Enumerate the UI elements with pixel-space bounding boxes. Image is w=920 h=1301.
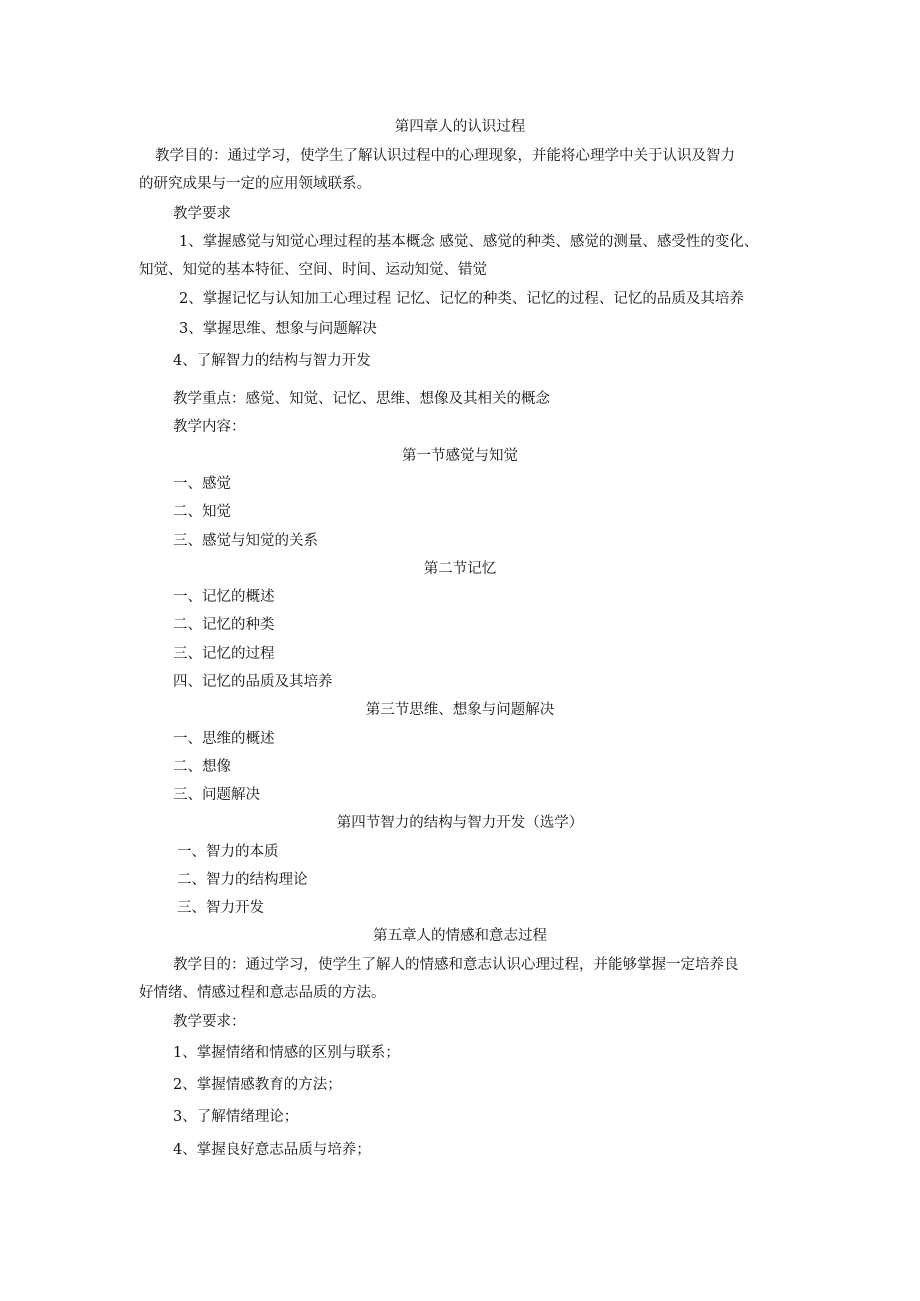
chapter5-purpose-line1: 教学目的：通过学习，使学生了解人的情感和意志认识心理过程，并能够掌握一定培养良 [173,957,739,973]
chapter4-key-points: 教学重点：感觉、知觉、记忆、思维、想像及其相关的概念 [173,391,550,407]
chapter5-requirements-heading: 教学要求： [173,1014,246,1030]
section-title: 第一节感觉与知觉 [402,448,518,464]
chapter4-req1-line2: 知觉、知觉的基本特征、空间、时间、运动知觉、错觉 [139,262,487,278]
chapter4-title: 第四章人的认识过程 [394,119,526,135]
chapter4-purpose-line2: 的研究成果与一定的应用领域联系。 [139,176,371,192]
chapter4-req1-line1: 1、掌握感觉与知觉心理过程的基本概念 感觉、感觉的种类、感觉的测量、感受性的变化、 [179,234,759,250]
chapter5-title: 第五章人的情感和意志过程 [373,928,547,944]
chapter5-req2: 2、掌握情感教育的方法； [173,1077,342,1093]
section-item: 三、问题解决 [173,787,260,803]
section-item: 二、知觉 [173,504,231,520]
chapter5-req4: 4、掌握良好意志品质与培养； [173,1142,371,1158]
section-item: 一、智力的本质 [177,844,279,860]
section-item: 一、感觉 [173,476,231,492]
chapter4-content-heading: 教学内容： [173,419,246,435]
section-item: 四、记忆的品质及其培养 [173,674,333,690]
chapter5-req3: 3、了解情绪理论； [173,1109,299,1125]
chapter5-purpose-line2: 好情绪、情感过程和意志品质的方法。 [139,985,386,1001]
section-item: 一、记忆的概述 [173,589,275,605]
chapter4-requirements-heading: 教学要求 [173,206,231,222]
section-item: 一、思维的概述 [173,731,275,747]
section-item: 二、记忆的种类 [173,617,275,633]
chapter5-req1: 1、掌握情绪和情感的区别与联系； [173,1045,400,1061]
section-item: 三、记忆的过程 [173,646,275,662]
section-item: 三、感觉与知觉的关系 [173,533,318,549]
section-title: 第三节思维、想象与问题解决 [365,702,555,718]
chapter4-req3: 3、掌握思维、想象与问题解决 [179,321,377,337]
section-item: 三、智力开发 [177,900,264,916]
section-title: 第四节智力的结构与智力开发（选学） [336,815,584,831]
section-item: 二、智力的结构理论 [177,872,308,888]
section-item: 二、想像 [173,759,231,775]
chapter4-purpose-line1: 教学目的：通过学习，使学生了解认识过程中的心理现象，并能将心理学中关于认识及智力 [155,148,735,164]
section-title: 第二节记忆 [423,561,497,577]
chapter4-req4: 4、了解智力的结构与智力开发 [173,353,371,369]
chapter4-req2: 2、掌握记忆与认知加工心理过程 记忆、记忆的种类、记忆的过程、记忆的品质及其培养 [179,291,744,307]
